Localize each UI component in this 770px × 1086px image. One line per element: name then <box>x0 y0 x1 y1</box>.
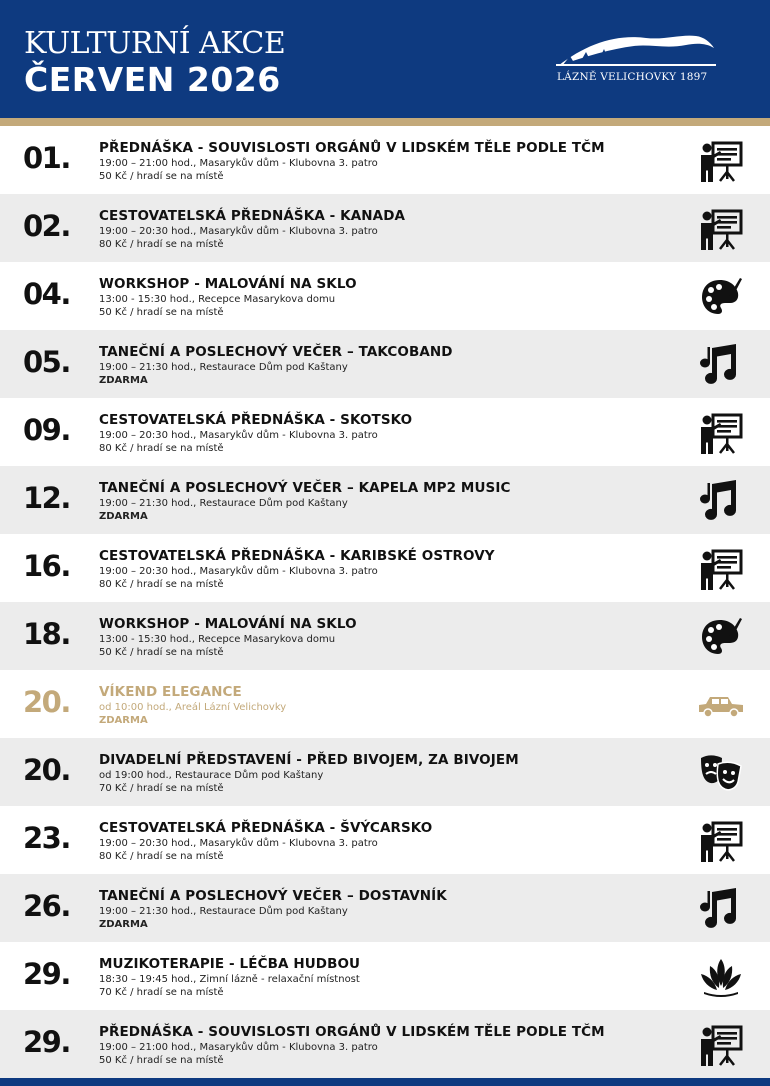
event-row <box>0 942 770 1010</box>
event-info <box>99 411 679 455</box>
lecture-icon <box>698 548 744 590</box>
event-day: 05. <box>23 345 70 379</box>
event-day: 23. <box>23 821 70 855</box>
event-day: 18. <box>23 617 70 651</box>
event-info <box>99 547 679 591</box>
event-price: ZDARMA <box>99 715 148 726</box>
event-row <box>0 330 770 398</box>
event-row <box>0 670 770 738</box>
footer-bar <box>0 1078 770 1086</box>
event-title: CESTOVATELSKÁ PŘEDNÁŠKA - SKOTSKO <box>99 412 413 428</box>
event-price: 50 Kč / hradí se na místě <box>99 647 224 658</box>
event-day: 29. <box>23 957 70 991</box>
event-info <box>99 207 679 251</box>
event-row <box>0 534 770 602</box>
event-day: 09. <box>23 413 70 447</box>
event-title: CESTOVATELSKÁ PŘEDNÁŠKA - KANADA <box>99 208 406 224</box>
event-row <box>0 738 770 806</box>
event-title: TANEČNÍ A POSLECHOVÝ VEČER – TAKCOBAND <box>99 344 453 360</box>
event-price: 80 Kč / hradí se na místě <box>99 443 224 454</box>
event-row <box>0 126 770 194</box>
event-title: PŘEDNÁŠKA - SOUVISLOSTI ORGÁNŮ V LIDSKÉM TĚLE PODLE TČM <box>99 140 605 156</box>
lecture-icon <box>698 820 744 862</box>
event-price: 50 Kč / hradí se na místě <box>99 1055 224 1066</box>
logo-mountains-icon <box>556 30 716 68</box>
event-price: ZDARMA <box>99 375 148 386</box>
page-subtitle: ČERVEN 2026 <box>24 60 281 99</box>
event-price: 70 Kč / hradí se na místě <box>99 783 224 794</box>
theater-masks-icon <box>698 752 744 794</box>
event-info <box>99 139 679 183</box>
event-time: 19:00 – 21:00 hod., Masarykův dům - Klubovna 3. patro <box>99 1042 378 1053</box>
music-note-icon <box>698 888 744 930</box>
event-time: 19:00 – 20:30 hod., Masarykův dům - Klubovna 3. patro <box>99 430 378 441</box>
event-price: ZDARMA <box>99 511 148 522</box>
event-info <box>99 343 679 387</box>
event-day: 02. <box>23 209 70 243</box>
event-day: 26. <box>23 889 70 923</box>
event-info <box>99 1023 679 1067</box>
event-day: 01. <box>23 141 70 175</box>
event-title: VÍKEND ELEGANCE <box>99 684 242 700</box>
event-row <box>0 806 770 874</box>
event-title: WORKSHOP - MALOVÁNÍ NA SKLO <box>99 616 357 632</box>
palette-icon <box>698 616 744 658</box>
event-row <box>0 262 770 330</box>
event-price: 70 Kč / hradí se na místě <box>99 987 224 998</box>
gold-divider <box>0 118 770 126</box>
event-price: 80 Kč / hradí se na místě <box>99 851 224 862</box>
lecture-icon <box>698 412 744 454</box>
music-note-icon <box>698 480 744 522</box>
event-title: TANEČNÍ A POSLECHOVÝ VEČER – DOSTAVNÍK <box>99 888 447 904</box>
logo-text: LÁZNĚ VELICHOVKY 1897 <box>557 71 708 83</box>
header <box>0 0 770 118</box>
event-row <box>0 874 770 942</box>
event-info <box>99 751 679 795</box>
lecture-icon <box>698 1024 744 1066</box>
page-title: KULTURNÍ AKCE <box>24 26 286 61</box>
event-row <box>0 602 770 670</box>
event-title: DIVADELNÍ PŘEDSTAVENÍ - PŘED BIVOJEM, ZA BIVOJEM <box>99 752 519 768</box>
event-row <box>0 466 770 534</box>
event-info <box>99 275 679 319</box>
event-title: TANEČNÍ A POSLECHOVÝ VEČER – KAPELA MP2 MUSIC <box>99 480 511 496</box>
vintage-car-icon <box>698 684 744 726</box>
event-title: MUZIKOTERAPIE - LÉČBA HUDBOU <box>99 956 361 972</box>
event-time: 19:00 – 20:30 hod., Masarykův dům - Klubovna 3. patro <box>99 226 378 237</box>
event-day: 04. <box>23 277 70 311</box>
event-time: 19:00 – 20:30 hod., Masarykův dům - Klubovna 3. patro <box>99 838 378 849</box>
event-time: 19:00 – 20:30 hod., Masarykův dům - Klubovna 3. patro <box>99 566 378 577</box>
event-time: 19:00 – 21:30 hod., Restaurace Dům pod Kaštany <box>99 362 348 373</box>
event-title: CESTOVATELSKÁ PŘEDNÁŠKA - KARIBSKÉ OSTROVY <box>99 548 495 564</box>
event-time: 13:00 - 15:30 hod., Recepce Masarykova domu <box>99 294 336 305</box>
lecture-icon <box>698 140 744 182</box>
palette-icon <box>698 276 744 318</box>
event-day: 16. <box>23 549 70 583</box>
event-day: 29. <box>23 1025 70 1059</box>
event-info <box>99 683 679 727</box>
event-day: 20. <box>23 753 70 787</box>
event-info <box>99 819 679 863</box>
event-price: 50 Kč / hradí se na místě <box>99 307 224 318</box>
event-info <box>99 479 679 523</box>
lotus-icon <box>698 956 744 998</box>
event-time: od 19:00 hod., Restaurace Dům pod Kaštany <box>99 770 324 781</box>
event-info <box>99 615 679 659</box>
event-row <box>0 194 770 262</box>
event-row <box>0 1010 770 1078</box>
event-list <box>0 126 770 1078</box>
music-note-icon <box>698 344 744 386</box>
event-info <box>99 955 679 999</box>
event-time: 13:00 - 15:30 hod., Recepce Masarykova domu <box>99 634 336 645</box>
event-price: 80 Kč / hradí se na místě <box>99 239 224 250</box>
event-price: ZDARMA <box>99 919 148 930</box>
event-time: 19:00 – 21:30 hod., Restaurace Dům pod Kaštany <box>99 906 348 917</box>
lecture-icon <box>698 208 744 250</box>
event-time: 19:00 – 21:00 hod., Masarykův dům - Klubovna 3. patro <box>99 158 378 169</box>
event-time: 18:30 – 19:45 hod., Zimní lázně - relaxační místnost <box>99 974 360 985</box>
event-title: CESTOVATELSKÁ PŘEDNÁŠKA - ŠVÝCARSKO <box>99 820 433 836</box>
event-day: 20. <box>23 685 70 719</box>
logo <box>548 30 728 90</box>
event-row <box>0 398 770 466</box>
event-time: 19:00 – 21:30 hod., Restaurace Dům pod Kaštany <box>99 498 348 509</box>
event-title: WORKSHOP - MALOVÁNÍ NA SKLO <box>99 276 357 292</box>
event-day: 12. <box>23 481 70 515</box>
event-price: 50 Kč / hradí se na místě <box>99 171 224 182</box>
event-time: od 10:00 hod., Areál Lázní Velichovky <box>99 702 287 713</box>
event-price: 80 Kč / hradí se na místě <box>99 579 224 590</box>
event-info <box>99 887 679 931</box>
event-title: PŘEDNÁŠKA - SOUVISLOSTI ORGÁNŮ V LIDSKÉM TĚLE PODLE TČM <box>99 1024 605 1040</box>
